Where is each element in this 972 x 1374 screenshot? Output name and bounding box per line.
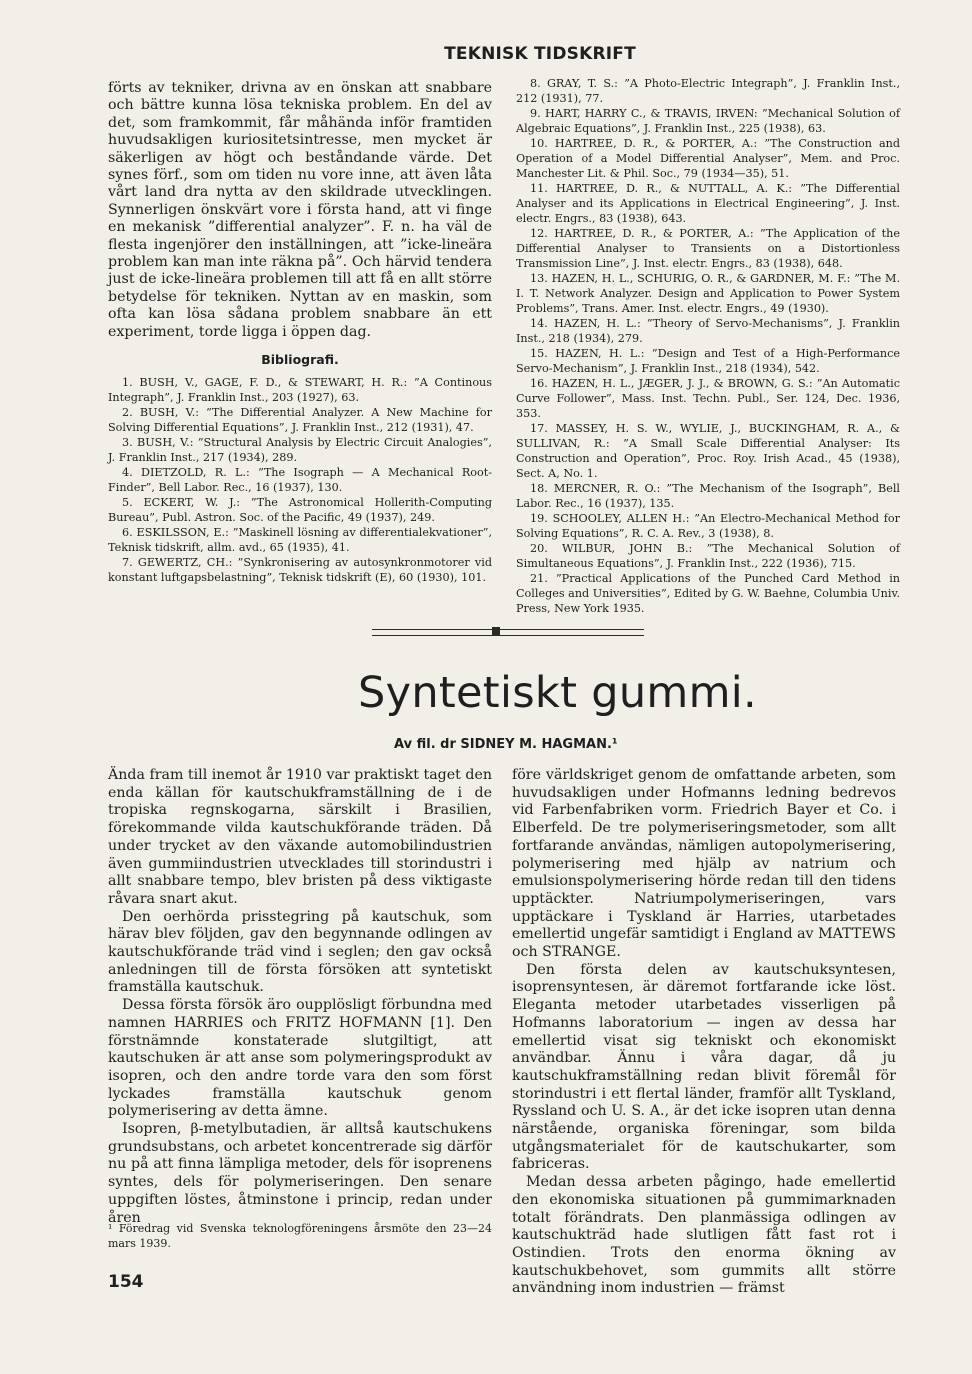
article-paragraph: Medan dessa arbeten pågingo, hade emellertid den ekonomiska situationen på gummimarknaden totalt förändrats. Den planmässiga odlingen av kautschukträd hade slutligen fått fast rot i Ostindien. Trots den enorma ökning av kautschukbehovet, som gummits allt större användning inom industrien — främst [512,1174,896,1297]
page-number: 154 [108,1272,144,1292]
reference-item: 4. DIETZOLD, R. L.: ”The Isograph — A Mechanical Root-Finder”, Bell Labor. Rec., 16 (1937), 130. [108,465,492,494]
bibliography-title: Bibliografi. [261,352,339,368]
reference-item: 6. ESKILSSON, E.: ”Maskinell lösning av differentialekvationer”, Teknisk tidskrift, allm. avd., 65 (1935), 41. [108,525,492,554]
reference-item: 2. BUSH, V.: ”The Differential Analyzer. A New Machine for Solving Differential Equations”, J. Franklin Inst., 212 (1931), 47. [108,405,492,434]
intro-paragraph: förts av tekniker, drivna av en önskan att snabbare och bättre kunna lösa tekniska problem. En del av det, som framkommit, får måhända inför framtiden huvudsakligen kuriositetsintresse, men mycket är säkerligen av högt och beståndande värde. Det synes förf., som om tiden nu vore inne, att även låta vårt land dra nytta av den skildrade utvecklingen. Synnerligen önskvärt vore i första hand, att vi finge en mekanisk ”differential analyzer”. F. n. ha väl de flesta ingenjörer den inställningen, att ”icke-lineära problem kan man inte räkna på”. Och härvid tendera just de icke-lineära problemen till att få en allt större betydelse för tekniken. Nyttan av en maskin, som ofta kan lösa sådana problem snabbare än ett experiment, torde ligga i öppen dag. [108,80,492,340]
divider-ornament [492,627,500,635]
article-paragraph: Isopren, β-metylbutadien, är alltså kautschukens grundsubstans, och arbetet koncentrerade sig därför nu på att finna lämpliga metoder, dels för isoprenens syntes, dels för polymeriseringen. Den senare uppgiften löstes, åtminstone i princip, redan under åren [108,1121,492,1226]
reference-item: 3. BUSH, V.: ”Structural Analysis by Electric Circuit Analogies”, J. Franklin Inst., 217 (1934), 289. [108,435,492,464]
article-paragraph: Dessa första försök äro oupplösligt förbundna med namnen HARRIES och FRITZ HOFMANN [1]. Den förstnämnde konstaterade slutgiltigt, att kautschuken är att anse som polymeringsprodukt av isopren, och den andre torde vara den som först lyckades framställa kautschuk genom polymerisering av detta ämne. [108,997,492,1120]
top-left-column [108,80,492,585]
reference-item: 14. HAZEN, H. L.: ”Theory of Servo-Mechanisms”, J. Franklin Inst., 218 (1934), 279. [516,317,900,345]
reference-item: 12. HARTREE, D. R., & PORTER, A.: ”The Application of the Differential Analyser to Transients on a Distortionless Transmission Line”, J. Inst. electr. Engrs., 83 (1938), 648. [516,227,900,270]
reference-item: 9. HART, HARRY C., & TRAVIS, IRVEN: ”Mechanical Solution of Algebraic Equations”, J. Franklin Inst., 225 (1938), 63. [516,107,900,135]
reference-item: 17. MASSEY, H. S. W., WYLIE, J., BUCKINGHAM, R. A., & SULLIVAN, R.: ”A Small Scale Differential Analyser: Its Construction and Operation”, Proc. Roy. Irish Acad., 45 (1938), Sect. A, No. 1. [516,422,900,480]
reference-item: 10. HARTREE, D. R., & PORTER, A.: ”The Construction and Operation of a Model Differential Analyser”, Mem. and Proc. Manchester Lit. & Phil. Soc., 79 (1934—35), 51. [516,137,900,180]
bibliography-list-right [516,76,900,616]
reference-item: 19. SCHOOLEY, ALLEN H.: ”An Electro-Mechanical Method for Solving Equations”, R. C. A. Rev., 3 (1938), 8. [516,512,900,540]
article-paragraph: före världskriget genom de omfattande arbeten, som huvudsakligen under Hofmanns ledning bedrevos vid Farbenfabriken vorm. Friedrich Bayer et Co. i Elberfeld. De tre polymeriseringsmetoder, som allt fortfarande användas, nämligen autopolymerisering, polymerisering med hjälp av natrium och emulsionspolymerisering hörde redan till den tidens upptäckter. Natriumpolymeriseringen, vars upptäckare i Tyskland är Harries, utarbetades emellertid ungefär samtidigt i England av MATTEWS och STRANGE. [512,767,896,961]
reference-item: 16. HAZEN, H. L., JÆGER, J. J., & BROWN, G. S.: ”An Automatic Curve Follower”, Mass. Inst. Techn. Publ., Ser. 124, Dec. 1936, 353. [516,377,900,420]
reference-item: 1. BUSH, V., GAGE, F. D., & STEWART, H. R.: ”A Continous Integraph”, J. Franklin Inst., 203 (1927), 63. [108,375,492,404]
reference-item: 21. ”Practical Applications of the Punched Card Method in Colleges and Universities”, Edited by G. W. Baehne, Columbia Univ. Press, New York 1935. [516,572,900,615]
section-divider [372,629,644,636]
article-author: Av fil. dr SIDNEY M. HAGMAN.¹ [394,737,618,752]
reference-item: 15. HAZEN, H. L.: ”Design and Test of a High-Performance Servo-Mechanism”, J. Franklin Inst., 218 (1934), 542. [516,347,900,375]
journal-header: TEKNISK TIDSKRIFT [444,44,636,64]
footnote: ¹ Föredrag vid Svenska teknologföreningens årsmöte den 23—24 mars 1939. [108,1222,492,1250]
article-paragraph: Ända fram till inemot år 1910 var praktiskt taget den enda källan för kautschukframställning de i de tropiska regnskogarna, särskilt i Brasilien, förekommande vilda kautschukförande träden. Då under trycket av den växande automobilindustrien även gummiindustrien utvecklades till storindustri i allt snabbare tempo, blev bristen på dess viktigaste råvara snart akut. [108,767,492,907]
reference-item: 8. GRAY, T. S.: ”A Photo-Electric Integraph”, J. Franklin Inst., 212 (1931), 77. [516,77,900,105]
article-left-column [108,767,492,1227]
reference-item: 7. GEWERTZ, CH.: ”Synkronisering av autosynkronmotorer vid konstant luftgapsbelastning”, Teknisk tidskrift (E), 60 (1930), 101. [108,555,492,584]
article-title: Syntetiskt gummi. [358,668,757,718]
reference-item: 5. ECKERT, W. J.: ”The Astronomical Hollerith-Computing Bureau”, Publ. Astron. Soc. of the Pacific, 49 (1937), 249. [108,495,492,524]
reference-item: 11. HARTREE, D. R., & NUTTALL, A. K.: ”The Differential Analyser and its Applications in Electrical Engineering”, J. Inst. electr. Engrs., 83 (1938), 643. [516,182,900,225]
article-paragraph: Den oerhörda prisstegring på kautschuk, som härav blev följden, gav den begynnande odlingen av kautschukförande träd vind i seglen; den gav också anledningen till de första försöken att syntetiskt framställa kautschuk. [108,908,492,996]
reference-item: 18. MERCNER, R. O.: ”The Mechanism of the Isograph”, Bell Labor. Rec., 16 (1937), 135. [516,482,900,510]
reference-item: 13. HAZEN, H. L., SCHURIG, O. R., & GARDNER, M. F.: ”The M. I. T. Network Analyzer. Design and Application to Power System Problems”, Trans. Amer. Inst. electr. Engrs., 49 (1930). [516,272,900,315]
article-paragraph: Den första delen av kautschuksyntesen, isoprensyntesen, är däremot fortfarande icke löst. Eleganta metoder utarbetades visserligen på Hofmanns laboratorium — ingen av dessa har emellertid visat sig tekniskt och ekonomiskt användbar. Ännu i våra dagar, då ju kautschukframställning redan blivit föremål för storindustri i ett flertal länder, framför allt Tyskland, Ryssland och U. S. A., är det icke isopren utan denna närstående, organiska föreningar, som bilda utgångsmaterialet för de kautschukarter, som fabriceras. [512,961,896,1173]
bibliography-list-left [108,375,492,585]
reference-item: 20. WILBUR, JOHN B.: ”The Mechanical Solution of Simultaneous Equations”, J. Franklin Inst., 222 (1936), 715. [516,542,900,570]
article-right-column [512,767,896,1298]
